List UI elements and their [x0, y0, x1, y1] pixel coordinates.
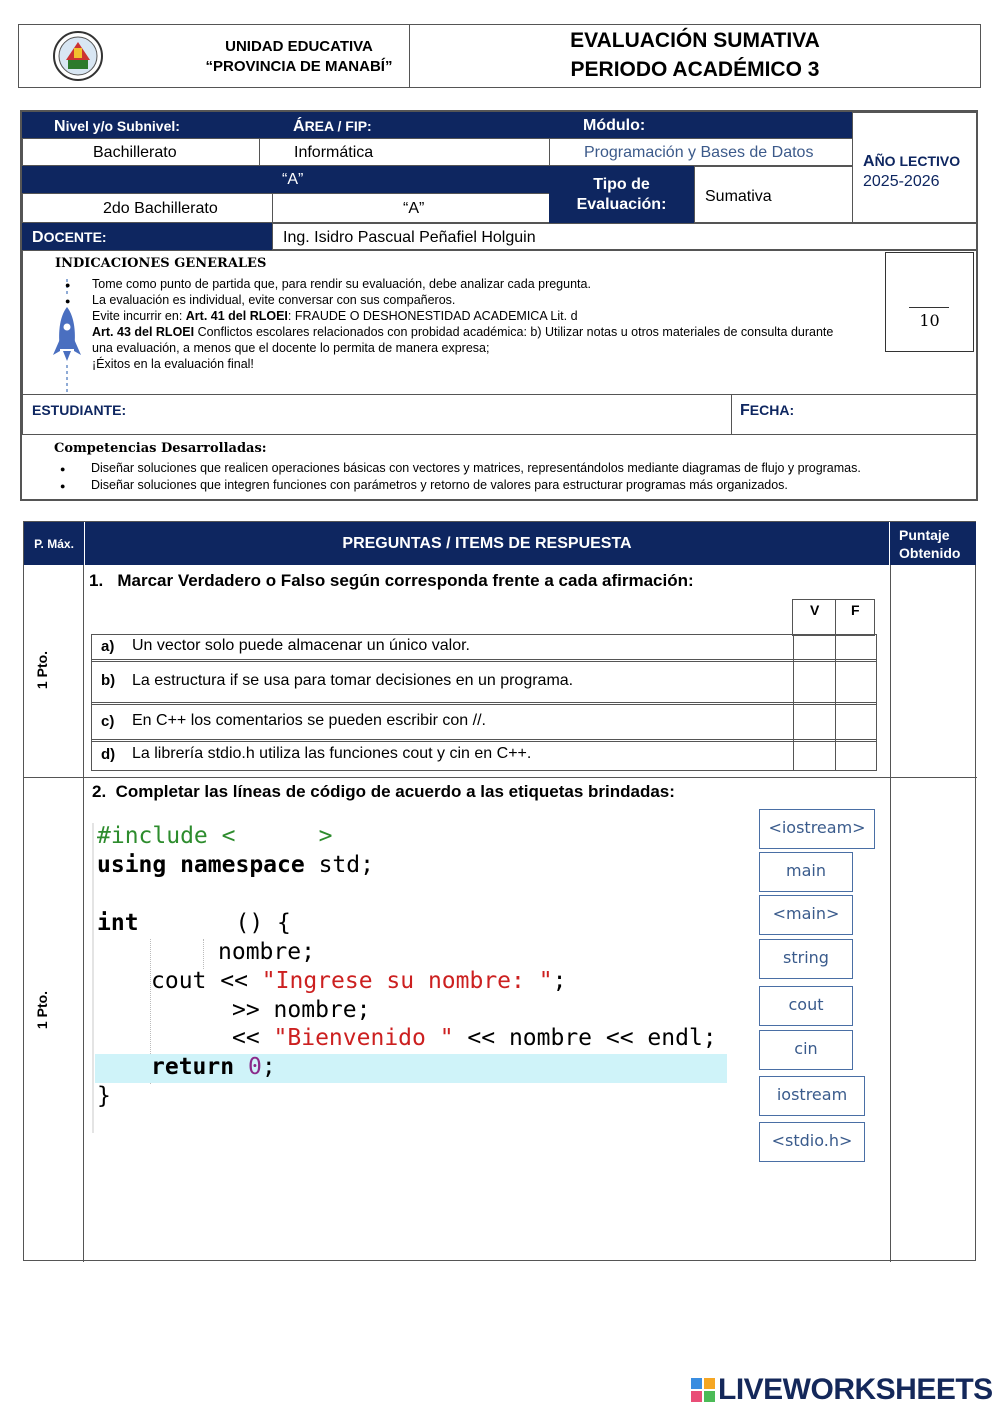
docente-value: Ing. Isidro Pascual Peñafiel Holguin [283, 229, 536, 246]
tf-item-text: La estructura if se usa para tomar decisiones en un programa. [132, 672, 574, 689]
info-table [20, 110, 978, 501]
estudiante-cell[interactable] [22, 394, 732, 435]
code-line-decl: nombre; [218, 939, 315, 965]
evaluation-title: EVALUACIÓN SUMATIVA [570, 29, 820, 52]
curso-header [22, 166, 272, 193]
nivel-header: Nivel y/o Subnivel: [22, 112, 259, 138]
paralelo-header-value: “A” [282, 171, 304, 188]
indicaciones-list [92, 276, 892, 372]
tf-d-v-cell[interactable] [793, 740, 836, 770]
indicaciones-title: INDICACIONES GENERALES [55, 256, 267, 271]
blank-type[interactable] [155, 941, 203, 967]
tag-iostream-brackets[interactable]: <iostream> [759, 809, 875, 849]
code-gutter [92, 823, 94, 1133]
code-line-cout: cout << "Ingrese su nombre: "; [151, 968, 567, 994]
modulo-value-cell [549, 138, 853, 166]
tag-main[interactable]: main [759, 852, 853, 892]
area-value: Informática [294, 144, 374, 161]
q1-title: 1. Marcar Verdadero o Falso según corresponda frente a cada afirmación: [89, 571, 694, 590]
q2-score-cell[interactable] [891, 778, 976, 1261]
competencia-2: Diseñar soluciones que integren funciones con parámetros y retorno de valores para estructurar programas más organizados. [91, 478, 788, 492]
tf-b-v-cell[interactable] [793, 660, 836, 704]
tf-a-f-cell[interactable] [835, 635, 876, 661]
tf-item-c: c) En C++ los comentarios se pueden escribir con //. [91, 702, 877, 742]
competencias-bullets: ● ● [60, 464, 66, 491]
q2-points: 1 Pto. [34, 990, 50, 1030]
bullet-dots: ● ● [65, 280, 71, 306]
blank-cin[interactable] [155, 999, 227, 1025]
liveworksheets-logo-icon [690, 1377, 716, 1403]
docente-value-cell [272, 223, 978, 250]
curso-value-cell [22, 193, 273, 223]
col-v: V [810, 602, 820, 618]
area-value-cell [259, 138, 550, 166]
tipo-evaluacion-header: Tipo de Evaluación: [549, 166, 694, 223]
anio-lectivo-value: 2025-2026 [863, 173, 940, 190]
indicacion-2: La evaluación es individual, evite conversar con sus compañeros. [92, 293, 456, 307]
tf-header [792, 599, 875, 636]
modulo-value: Programación y Bases de Datos [584, 144, 814, 161]
liveworksheets-brand[interactable]: LIVEWORKSHEETS [718, 1373, 993, 1406]
paralelo-value: “A” [403, 200, 425, 217]
paralelo-value-cell [272, 193, 550, 223]
tf-item-text: En C++ los comentarios se pueden escribir con //. [132, 712, 486, 729]
blank-include[interactable] [240, 826, 305, 852]
tag-stdio[interactable]: <stdio.h> [759, 1122, 865, 1162]
q1-score-cell[interactable] [891, 566, 976, 776]
indicacion-6: ¡Éxitos en la evaluación final! [92, 357, 254, 371]
area-header: ÁREA / FIP: [259, 112, 549, 138]
preguntas-header: PREGUNTAS / ITEMS DE RESPUESTA [84, 522, 890, 565]
competencias-section [22, 435, 978, 501]
code-line-int: int () { [97, 910, 291, 936]
tf-a-v-cell[interactable] [793, 635, 836, 661]
tf-item-text: Un vector solo puede almacenar un único valor. [132, 637, 470, 654]
competencias-title: Competencias Desarrolladas: [54, 441, 267, 456]
blank-function-name[interactable] [145, 912, 240, 938]
docente-header: DOCENTE: [22, 223, 273, 250]
school-name-line1: UNIDAD EDUCATIVA [225, 38, 373, 55]
code-line-cin: >> nombre; [232, 997, 371, 1023]
indicacion-1: Tome como punto de partida que, para rendir su evaluación, debe analizar cada pregunta. [92, 277, 591, 291]
tf-c-v-cell[interactable] [793, 703, 836, 741]
code-line-cout2: << "Bienvenido " << nombre << endl; [232, 1025, 717, 1051]
col-f: F [851, 602, 860, 618]
tf-b-f-cell[interactable] [835, 660, 876, 704]
code-line-return: return 0; [151, 1054, 276, 1080]
evaluation-header [409, 24, 981, 88]
tf-item-b: b) La estructura if se usa para tomar decisiones en un programa. [91, 659, 877, 705]
modulo-header: Módulo: [549, 112, 852, 138]
indicacion-4: Art. 43 del RLOEI Conflictos escolares relacionados con probidad académica: b) Utilizar notas u otros materiales de consulta durante [92, 325, 834, 339]
q2-title: 2. Completar las líneas de código de acuerdo a las etiquetas brindadas: [92, 782, 675, 801]
tf-c-f-cell[interactable] [835, 703, 876, 741]
score-total: 10 [919, 311, 940, 330]
tag-iostream[interactable]: iostream [759, 1076, 865, 1116]
indicacion-3: Evite incurrir en: Art. 41 del RLOEI: FRAUDE O DESHONESTIDAD ACADEMICA Lit. d [92, 309, 578, 323]
school-name-line2: “PROVINCIA DE MANABÍ” [205, 58, 393, 75]
tag-string[interactable]: string [759, 939, 853, 979]
nivel-value: Bachillerato [93, 144, 177, 161]
competencia-1: Diseñar soluciones que realicen operaciones básicas con vectores y matrices, representándolos mediante diagramas de flujo y programas. [91, 461, 861, 475]
period-title: PERIODO ACADÉMICO 3 [570, 58, 820, 81]
indent-guide-2 [203, 939, 205, 969]
q1-points: 1 Pto. [34, 650, 50, 690]
indicaciones-section [22, 250, 978, 395]
tf-item-a: a) Un vector solo puede almacenar un único valor. [91, 634, 877, 662]
estudiante-label: ESTUDIANTE: [32, 402, 127, 418]
tf-item-d: d) La librería stdio.h utiliza las funciones cout y cin en C++. [91, 739, 877, 771]
indicacion-5: una evaluación, a menos que el docente lo permita de manera expresa; [92, 341, 490, 355]
tipo-evaluacion-value: Sumativa [705, 188, 772, 205]
tipo-evaluacion-value-cell [694, 166, 853, 223]
fecha-cell[interactable]: FECHA: [731, 394, 978, 435]
nivel-value-cell [22, 138, 260, 166]
anio-lectivo-cell: AÑO LECTIVO 2025-2026 [852, 112, 978, 223]
score-box [885, 252, 974, 352]
code-line-close: } [97, 1083, 111, 1109]
school-logo [52, 30, 104, 82]
puntaje-header: Puntaje Obtenido [890, 522, 976, 565]
curso-value: 2do Bachillerato [103, 200, 218, 217]
code-line-using: using namespace std; [97, 852, 374, 878]
competencias-list [91, 460, 961, 494]
code-line-include: #include < > [97, 823, 333, 849]
tag-cout[interactable]: cout [759, 986, 853, 1026]
tag-main-brackets[interactable]: <main> [759, 895, 853, 935]
tag-cin[interactable]: cin [759, 1030, 853, 1070]
blank-cout[interactable] [155, 1027, 227, 1053]
pmax-header: P. Máx. [24, 522, 84, 565]
paralelo-header [272, 166, 549, 193]
tf-item-text: La librería stdio.h utiliza las funciones cout y cin en C++. [132, 745, 532, 762]
school-header [18, 24, 410, 88]
tf-d-f-cell[interactable] [835, 740, 876, 770]
